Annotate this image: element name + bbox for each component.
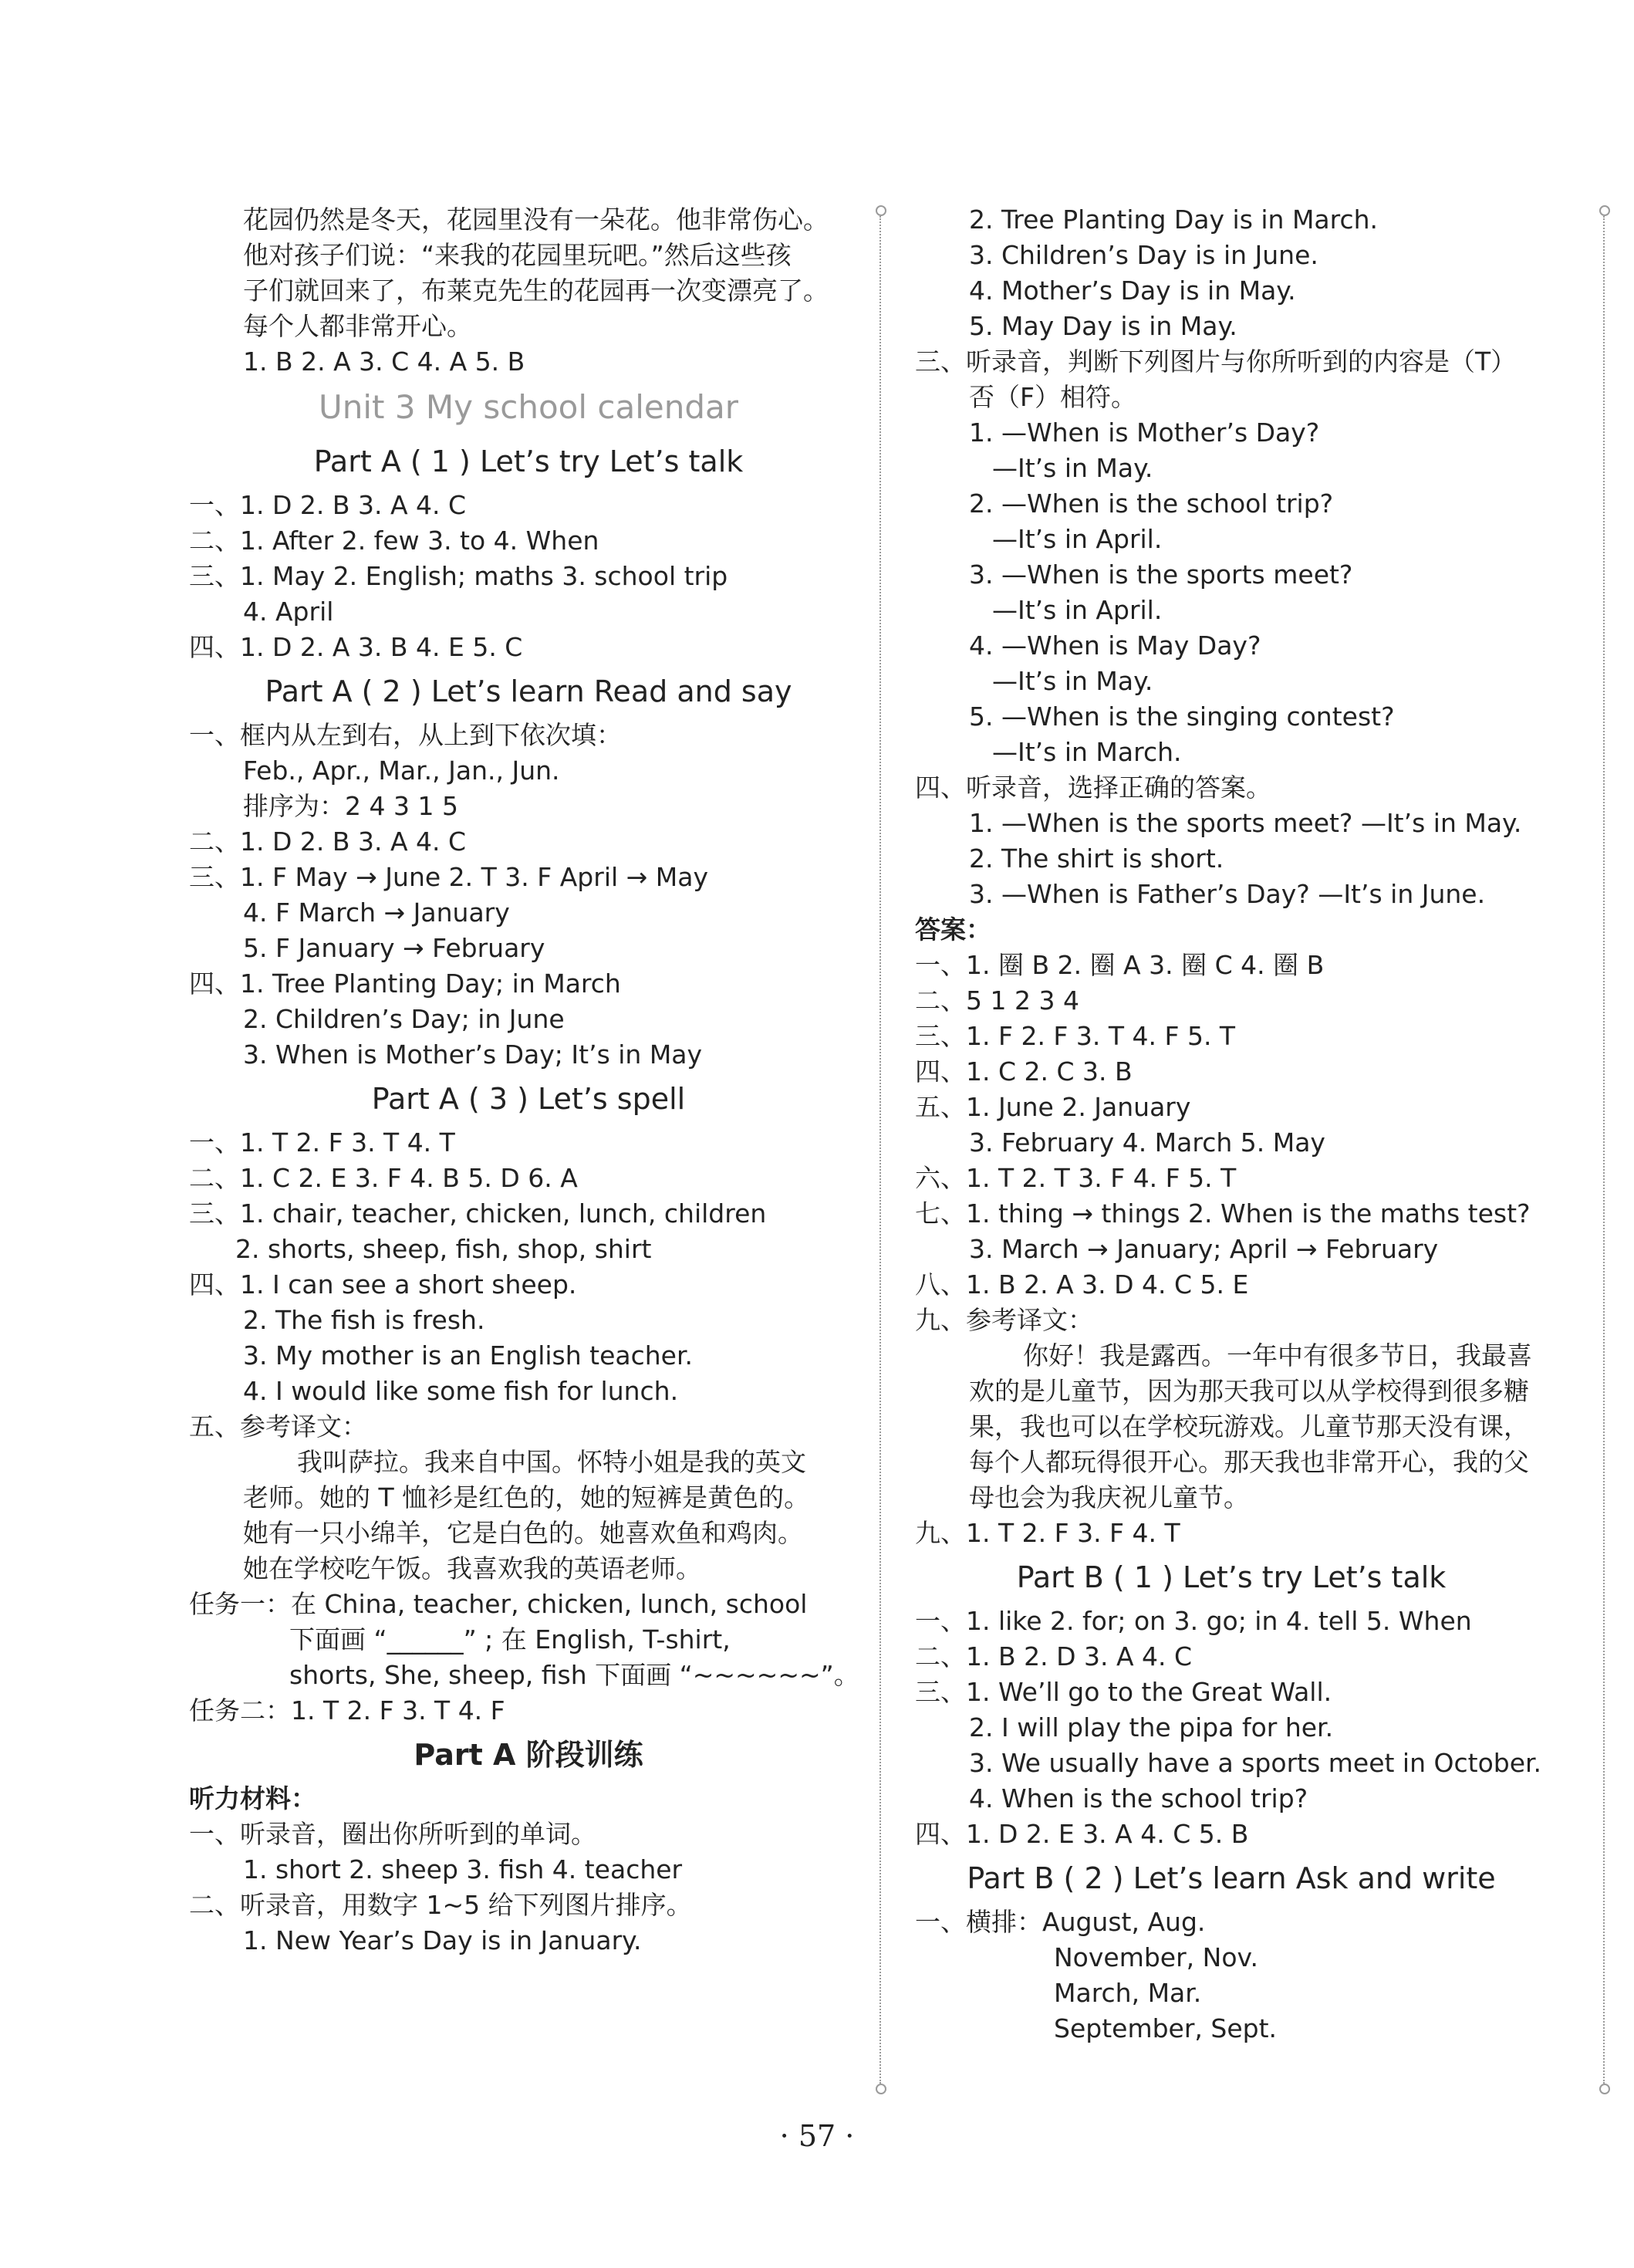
text-line: 你好！我是露西。一年中有很多节日，我最喜 — [1023, 1340, 1532, 1371]
text-line: 欢的是儿童节，因为那天我可以从学校得到很多糖 — [969, 1376, 1529, 1406]
text-line: 2. —When is the school trip? — [969, 488, 1334, 519]
text-line: 2. I will play the pipa for her. — [969, 1712, 1334, 1742]
text-line: 三、1. F May → June 2. T 3. F April → May — [189, 862, 709, 892]
section-heading: Part B ( 1 ) Let’s try Let’s talk — [1016, 1560, 1447, 1594]
text-line: —It’s in March. — [992, 737, 1182, 767]
text-line: 3. —When is the sports meet? — [969, 559, 1353, 590]
text-line: 2. Tree Planting Day is in March. — [969, 204, 1379, 235]
text-line: 2. The shirt is short. — [969, 843, 1224, 874]
section-heading: Part A 阶段训练 — [414, 1738, 643, 1772]
text-line: 果，我也可以在学校玩游戏。儿童节那天没有课， — [969, 1411, 1529, 1442]
text-line: 3. My mother is an English teacher. — [243, 1340, 693, 1371]
text-line: 5. F January → February — [243, 933, 545, 963]
text-line: 她在学校吃午饭。我喜欢我的英语老师。 — [243, 1553, 701, 1584]
section-label: 答案： — [915, 914, 991, 945]
text-line: 2. shorts, sheep, fish, shop, shirt — [235, 1234, 652, 1264]
text-line: 3. We usually have a sports meet in October. — [969, 1748, 1542, 1778]
text-line: 二、听录音，用数字 1~5 给下列图片排序。 — [189, 1890, 692, 1920]
text-line: 花园仍然是冬天，花园里没有一朵花。他非常伤心。 — [243, 204, 829, 235]
text-line: 四、1. I can see a short sheep. — [189, 1269, 577, 1300]
right-margin-divider — [1603, 216, 1605, 2084]
text-line: 1. short 2. sheep 3. fish 4. teacher — [243, 1854, 683, 1884]
text-line: 二、1. C 2. E 3. F 4. B 5. D 6. A — [189, 1163, 578, 1193]
right-column — [915, 202, 1548, 2047]
text-line: 四、1. D 2. E 3. A 4. C 5. B — [915, 1819, 1249, 1849]
text-line: 她有一只小绵羊，它是白色的。她喜欢鱼和鸡肉。 — [243, 1518, 803, 1548]
section-heading: Part A ( 1 ) Let’s try Let’s talk — [313, 444, 744, 478]
text-line: 四、1. D 2. A 3. B 4. E 5. C — [189, 632, 523, 662]
text-line: 五、参考译文： — [189, 1411, 367, 1442]
text-line: 3. When is Mother’s Day; It’s in May — [243, 1039, 703, 1070]
text-line: 1. B 2. A 3. C 4. A 5. B — [243, 346, 525, 377]
text-line: 一、1. T 2. F 3. T 4. T — [189, 1127, 455, 1158]
text-line: 2. The fish is fresh. — [243, 1305, 485, 1335]
text-line: 每个人都玩得很开心。那天我也非常开心，我的父 — [969, 1447, 1529, 1477]
text-line: Feb., Apr., Mar., Jan., Jun. — [243, 755, 560, 786]
text-line: 四、听录音，选择正确的答案。 — [915, 772, 1271, 803]
text-line: March, Mar. — [1054, 1978, 1202, 2008]
text-line: 二、1. After 2. few 3. to 4. When — [189, 526, 599, 556]
text-line: 3. February 4. March 5. May — [969, 1127, 1325, 1158]
text-line: 5. —When is the singing contest? — [969, 701, 1395, 732]
text-line: 1. —When is the sports meet? —It’s in May. — [969, 808, 1522, 838]
text-line: —It’s in April. — [992, 595, 1163, 625]
text-line: 三、1. May 2. English; maths 3. school trip — [189, 561, 728, 591]
text-line: 一、1. like 2. for; on 3. go; in 4. tell 5. When — [915, 1606, 1472, 1636]
text-line: 4. I would like some fish for lunch. — [243, 1376, 679, 1406]
text-line: 九、参考译文： — [915, 1305, 1093, 1335]
text-line: —It’s in May. — [992, 453, 1153, 483]
text-line: 3. March → January; April → February — [969, 1234, 1439, 1264]
text-line: 二、5 1 2 3 4 — [915, 985, 1079, 1016]
section-heading: Part A ( 2 ) Let’s learn Read and say — [265, 674, 792, 708]
text-line: 二、1. D 2. B 3. A 4. C — [189, 826, 467, 857]
text-line: 九、1. T 2. F 3. F 4. T — [915, 1518, 1180, 1548]
text-line: 一、1. 圈 B 2. 圈 A 3. 圈 C 4. 圈 B — [915, 950, 1325, 980]
text-line: September, Sept. — [1054, 2013, 1278, 2043]
text-line: 4. When is the school trip? — [969, 1783, 1308, 1813]
text-line: 一、框内从左到右，从上到下依次填： — [189, 720, 622, 750]
text-line: 否（F）相符。 — [969, 382, 1136, 412]
text-line: 下面画 “______” ; 在 English, T-shirt, — [289, 1624, 731, 1655]
section-heading: Part A ( 3 ) Let’s spell — [371, 1082, 686, 1116]
text-line: shorts, She, sheep, fish 下面画 “~~~~~~”。 — [289, 1660, 859, 1690]
text-line: —It’s in May. — [992, 666, 1153, 696]
text-line: 五、1. June 2. January — [915, 1092, 1191, 1122]
text-line: 四、1. C 2. C 3. B — [915, 1056, 1133, 1087]
text-line: 1. New Year’s Day is in January. — [243, 1925, 642, 1955]
text-line: November, Nov. — [1054, 1942, 1258, 1972]
text-line: 六、1. T 2. T 3. F 4. F 5. T — [915, 1163, 1237, 1193]
text-line: 二、1. B 2. D 3. A 4. C — [915, 1641, 1193, 1671]
text-line: 3. —When is Father’s Day? —It’s in June. — [969, 879, 1486, 909]
text-line: 七、1. thing → things 2. When is the maths test? — [915, 1198, 1531, 1229]
text-line: 三、1. F 2. F 3. T 4. F 5. T — [915, 1021, 1236, 1051]
text-line: 4. Mother’s Day is in May. — [969, 275, 1296, 306]
text-line: 一、1. D 2. B 3. A 4. C — [189, 490, 467, 520]
column-divider — [879, 216, 881, 2084]
text-line: 2. Children’s Day; in June — [243, 1004, 565, 1034]
section-heading: Part B ( 2 ) Let’s learn Ask and write — [967, 1861, 1496, 1895]
text-line: 任务二：1. T 2. F 3. T 4. F — [189, 1695, 505, 1726]
text-line: 任务一：在 China, teacher, chicken, lunch, school — [189, 1589, 808, 1619]
text-line: 4. F March → January — [243, 897, 510, 928]
text-line: 1. —When is Mother’s Day? — [969, 417, 1320, 448]
text-line: 子们就回来了，布莱克先生的花园再一次变漂亮了。 — [243, 275, 829, 306]
page-number: · 57 · — [779, 2119, 855, 2153]
text-line: 4. April — [243, 597, 334, 627]
section-label: 听力材料： — [189, 1783, 316, 1813]
section-heading: Unit 3 My school calendar — [319, 388, 738, 426]
text-line: 排序为：2 4 3 1 5 — [243, 791, 458, 821]
text-line: 3. Children’s Day is in June. — [969, 240, 1318, 270]
text-line: 三、听录音，判断下列图片与你所听到的内容是（T） — [915, 346, 1517, 377]
text-line: 四、1. Tree Planting Day; in March — [189, 968, 621, 999]
text-line: 母也会为我庆祝儿童节。 — [969, 1482, 1249, 1513]
text-line: 每个人都非常开心。 — [243, 311, 472, 341]
left-column — [189, 202, 868, 1959]
text-line: 三、1. chair, teacher, chicken, lunch, children — [189, 1198, 767, 1229]
text-line: 一、横排：August, Aug. — [915, 1907, 1206, 1937]
text-line: 他对孩子们说：“来我的花园里玩吧。”然后这些孩 — [243, 240, 792, 270]
text-line: 我叫萨拉。我来自中国。怀特小姐是我的英文 — [297, 1447, 806, 1477]
text-line: 老师。她的 T 恤衫是红色的，她的短裤是黄色的。 — [243, 1482, 810, 1513]
text-line: 5. May Day is in May. — [969, 311, 1237, 341]
text-line: 三、1. We’ll go to the Great Wall. — [915, 1677, 1332, 1707]
text-line: 一、听录音，圈出你所听到的单词。 — [189, 1819, 596, 1849]
text-line: 4. —When is May Day? — [969, 630, 1261, 661]
text-line: —It’s in April. — [992, 524, 1163, 554]
text-line: 八、1. B 2. A 3. D 4. C 5. E — [915, 1269, 1249, 1300]
